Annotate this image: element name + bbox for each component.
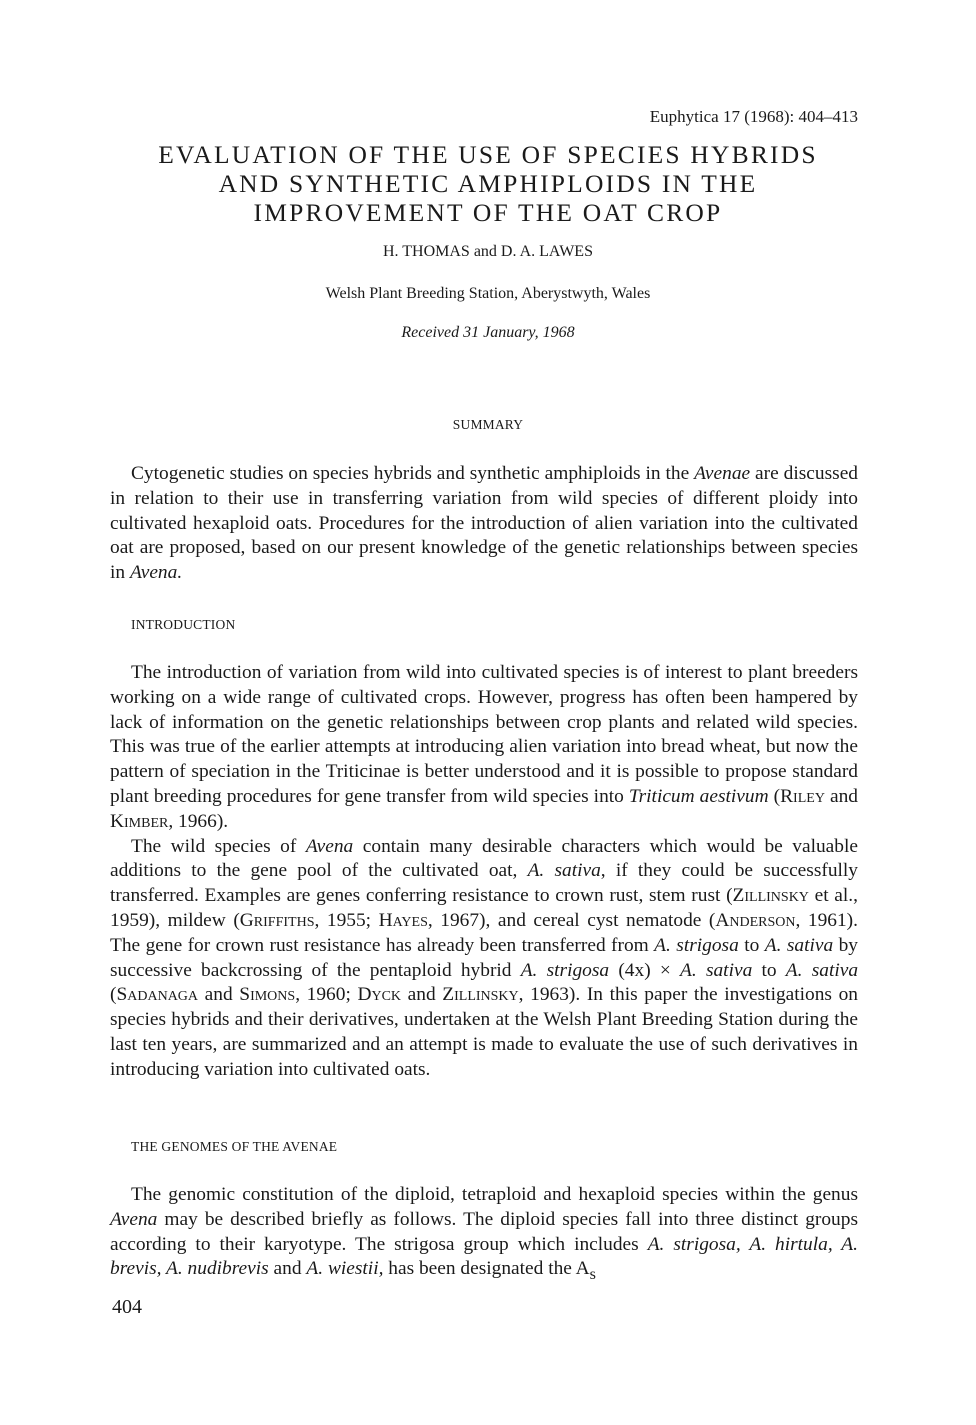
introduction-text [110,661,858,1083]
title-line-2: AND SYNTHETIC AMPHIPLOIDS IN THE [218,169,758,198]
genomes-paragraph-1: The genomic constitution of the diploid, tetraploid and hexaploid species within the genus Avena may be described briefly as follows. The diploid species fall into three distinct groups according to their karyotype. The strigosa group which includes A. strigosa, A. hirtula, A. brevis, A. nudibrevis and A. wiestii, has been designated the $A_s$ [110,1184,858,1284]
title-line-3: IMPROVEMENT OF THE OAT CROP [253,198,723,227]
received-date: Received 31 January, 1968 [401,324,575,341]
introduction-heading: INTRODUCTION [131,617,236,632]
journal-citation: Euphytica 17 (1968): 404–413 [649,107,858,126]
summary-paragraph: Cytogenetic studies on species hybrids and synthetic amphiploids in the Avenae are discussed in relation to their use in transferring variation from wild species of different ploidy into cultivated hexaploid oats. Procedures for the introduction of alien variation into the cultivated oat are proposed, based on our present knowledge of the genetic relationships between species in Avena. [110,463,858,584]
page-number: 404 [112,1296,142,1318]
genomes-text [110,1183,858,1288]
summary-heading: SUMMARY [452,417,524,432]
introduction-paragraph-1: The introduction of variation from wild into cultivated species is of interest to plant breeders working on a wide range of cultivated crops. However, progress has often been hampered by lack of information on the genetic relationships between crop plants and related wild species. This was true of the earlier attempts at introducing alien variation into bread wheat, but now the pattern of speciation in the Triticinae is better understood and it is possible to propose standard plant breeding procedures for gene transfer from wild species into Triticum aestivum (Riley and Kimber, 1966). [110,662,858,832]
introduction-paragraph-2: The wild species of Avena contain many desirable characters which would be valuable additions to the gene pool of the cultivated oat, A. sativa, if they could be successfully transferred. Examples are genes conferring resistance to crown rust, stem rust (Zillinsky et al., 1959), mildew (Griffiths, 1955; Hayes, 1967), and cereal cyst nematode (Anderson, 1961). The gene for crown rust resistance has already been transferred from A. strigosa to A. sativa by successive backcrossing of the pentaploid hybrid A. strigosa (4x) × A. sativa to A. sativa (Sadanaga and Simons, 1960; Dyck and Zillinsky, 1963). In this paper the investigations on species hybrids and their derivatives, undertaken at the Welsh Plant Breeding Station during the last ten years, are summarized and an attempt is made to evaluate the use of such derivatives in introducing variation into cultivated oats. [110,835,859,1080]
summary-text [110,462,858,586]
paper-title [100,140,876,227]
affiliation: Welsh Plant Breeding Station, Aberystwyth, Wales [325,285,651,302]
title-line-1: EVALUATION OF THE USE OF SPECIES HYBRIDS [158,140,818,169]
authors: H. THOMAS and D. A. LAWES [383,243,593,260]
genomes-heading: THE GENOMES OF THE AVENAE [131,1139,338,1154]
